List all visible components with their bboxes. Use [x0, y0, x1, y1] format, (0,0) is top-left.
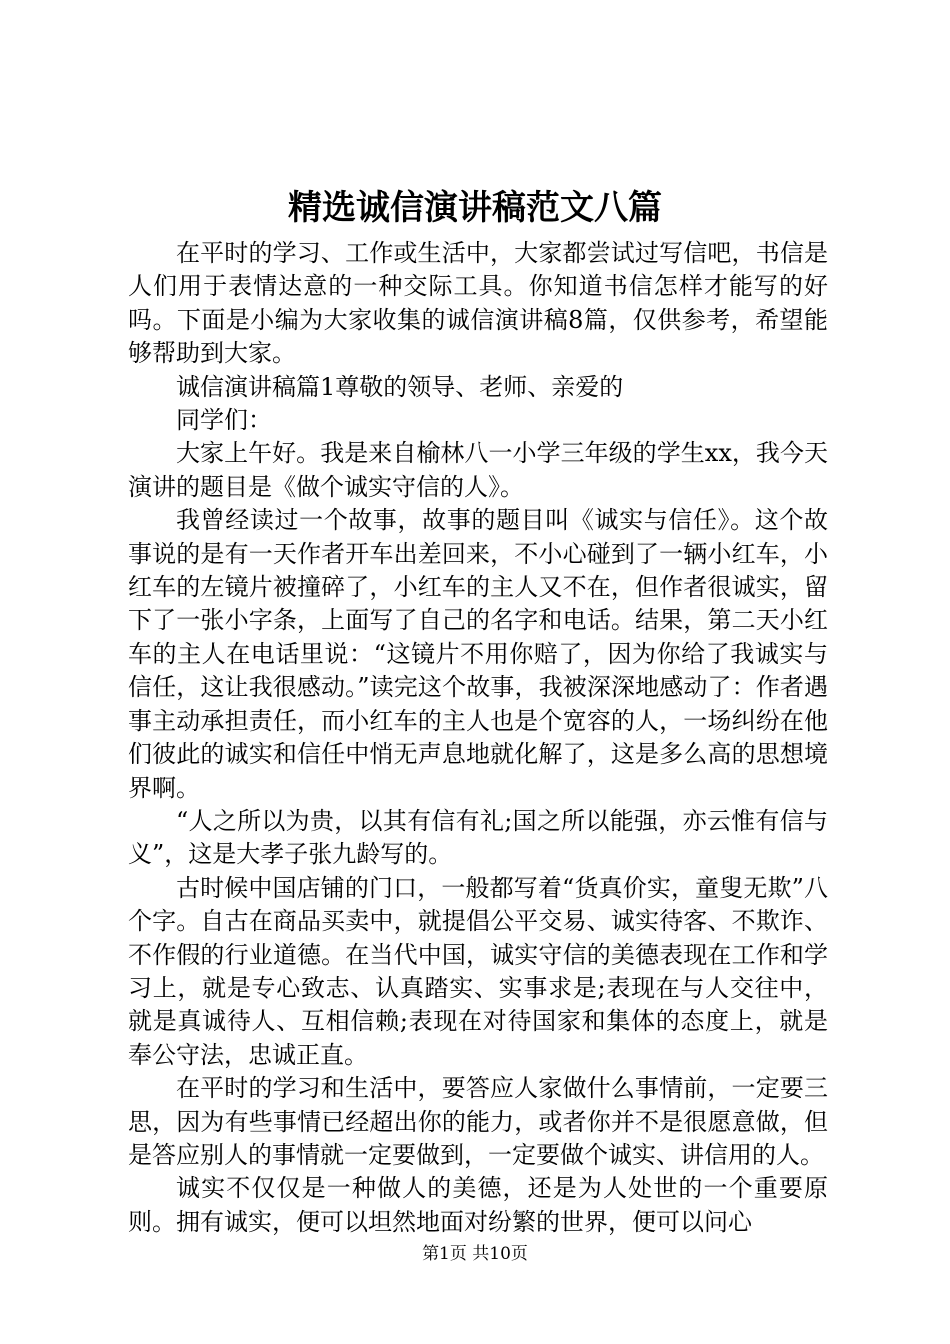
paragraph-quote: “人之所以为贵，以其有信有礼;国之所以能强，亦云惟有信与义”，这是大孝子张九龄写的。 — [128, 806, 828, 869]
paragraph-self-introduction: 大家上午好。我是来自榆林八一小学三年级的学生xx，我今天演讲的题目是《做个诚实守信的人》。 — [128, 439, 828, 501]
paragraph-honesty-principle: 诚实不仅仅是一种做人的美德，还是为人处世的一个重要原则。拥有诚实，便可以坦然地面对纷繁的世界，便可以问心 — [128, 1174, 828, 1236]
document-body — [128, 237, 828, 1239]
paragraph-greeting: 同学们： — [176, 406, 272, 435]
paragraph-speech-heading: 诚信演讲稿篇1尊敬的领导、老师、亲爱的 — [176, 372, 624, 401]
paragraph-story: 我曾经读过一个故事，故事的题目叫《诚实与信任》。这个故事说的是有一天作者开车出差回来，不小心碰到了一辆小红车，小红车的左镜片被撞碎了，小红车的主人又不在，但作者很诚实，留下了一张小字条，上面写了自己的名字和电话。结果，第二天小红车的主人在电话里说：“这镜片不用你赔了，因为你给了我诚实与信任，这让我很感动。”读完这个故事，我被深深地感动了：作者遇事主动承担责任，而小红车的主人也是个宽容的人，一场纠纷在他们彼此的诚实和信任中悄无声息地就化解了，这是多么高的思想境界啊。 — [128, 506, 828, 802]
paragraph-intro: 在平时的学习、工作或生活中，大家都尝试过写信吧，书信是人们用于表情达意的一种交际工具。你知道书信怎样才能写的好吗。下面是小编为大家收集的诚信演讲稿8篇，仅供参考，希望能够帮助到大家。 — [128, 239, 828, 368]
page-title: 精选诚信演讲稿范文八篇 — [288, 188, 662, 228]
paragraph-daily-life: 在平时的学习和生活中，要答应人家做什么事情前，一定要三思，因为有些事情已经超出你的能力，或者你并不是很愿意做，但是答应别人的事情就一定要做到，一定要做个诚实、讲信用的人。 — [128, 1074, 828, 1169]
page-number-footer: 第1页 共10页 — [422, 1244, 528, 1264]
paragraph-ancient-shops: 古时候中国店铺的门口，一般都写着“货真价实，童叟无欺”八个字。自古在商品买卖中，就提倡公平交易、诚实待客、不欺诈、不作假的行业道德。在当代中国，诚实守信的美德表现在工作和学习上，就是专心致志、认真踏实、实事求是;表现在与人交往中，就是真诚待人、互相信赖;表现在对待国家和集体的态度上，就是奉公守法，忠诚正直。 — [128, 873, 828, 1069]
